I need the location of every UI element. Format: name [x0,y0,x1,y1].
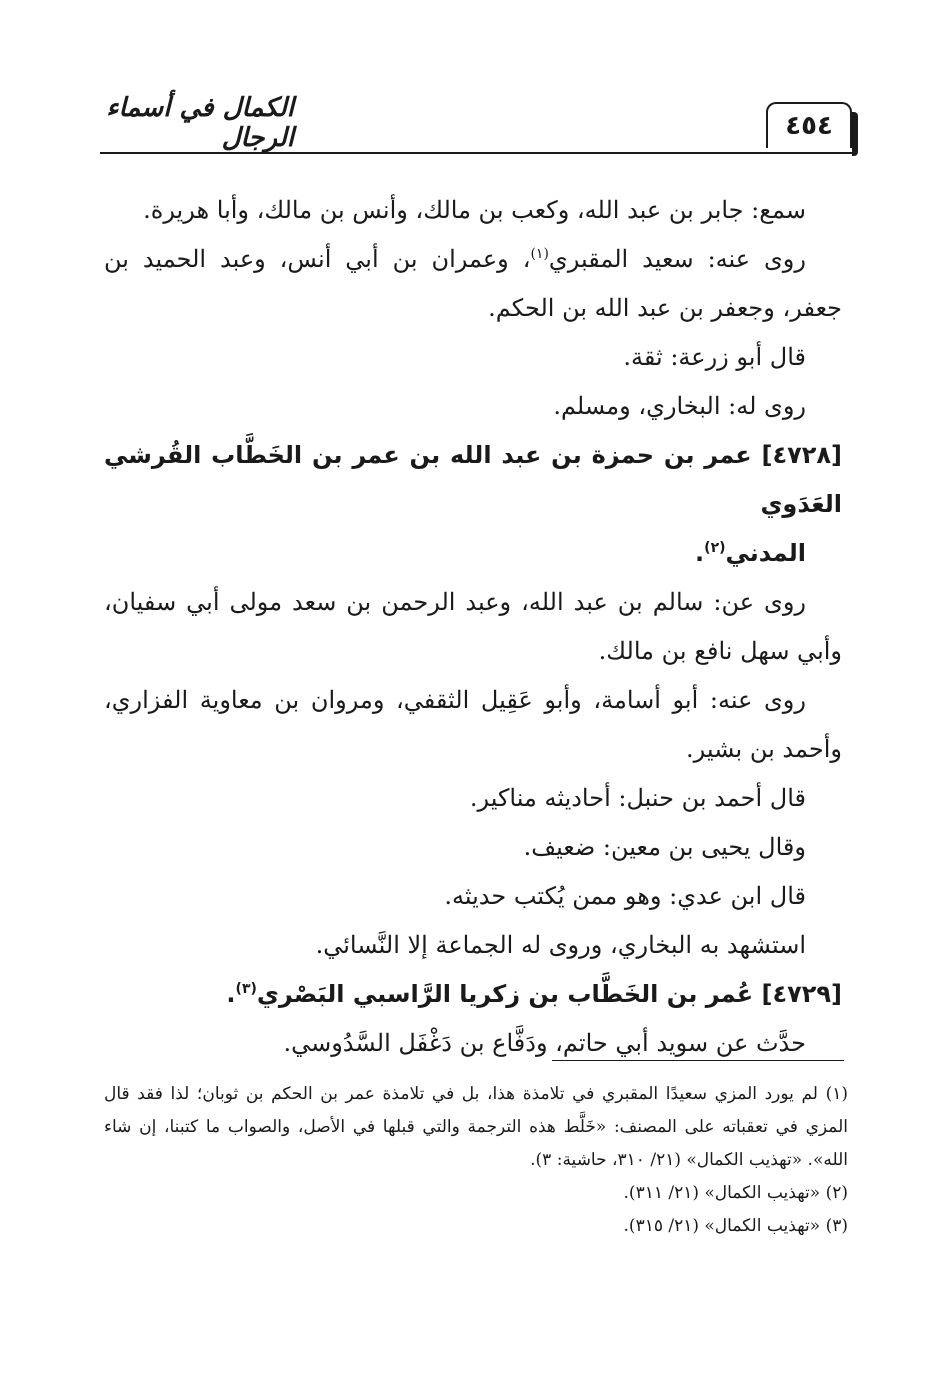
paragraph-ahmad-ibn-hanbal: قال أحمد بن حنبل: أحاديثه مناكير. [469,784,806,812]
paragraph-narrated-from-him-2: روى عنه: أبو أسامة، وأبو عَقِيل الثقفي، ومروان بن معاوية الفزاري، وأحمد بن بشير. [104,686,842,763]
paragraph-narrated-from-him [104,235,842,333]
footnote-1: (١) لم يورد المزي سعيدًا المقبري في تلامذة هذا، بل في تلامذة عمر بن الحكم بن ثوبان؛ لذا فقد قال المزي في تعقباته على المصنف: «خَلَّط هذه الترجمة والتي قبلها في الأصل، والصواب ما كتبنا، إن شاء الله». «تهذيب الكمال» (٢١/ ٣١٠، حاشية: ٣). [104,1084,848,1170]
footnote-separator [552,1060,844,1061]
paragraph-abu-zura: قال أبو زرعة: ثقة. [623,343,806,371]
footnote-3: (٣) «تهذيب الكمال» (٢١/ ٣١٥). [623,1216,848,1236]
text-span: . [695,539,705,567]
entry-heading-continuation [104,529,842,578]
entry-heading-4728 [104,431,842,578]
entry-heading-text: [٤٧٢٨] عمر بن حمزة بن عبد الله بن عمر بن الخَطَّاب القُرشي العَدَوي [104,441,842,518]
paragraph-yahya-ibn-main: وقال يحيى بن معين: ضعيف. [523,833,806,861]
text-span: المدني [725,539,806,567]
text-span: ، وعمران بن أبي أنس، وعبد الحميد بن جعفر، وجعفر بن عبد الله بن الحكم. [104,245,842,322]
book-title-logo: الكمال في أسماء الرجال [106,93,294,153]
paragraph-heard-from: سمع: جابر بن عبد الله، وكعب بن مالك، وأنس بن مالك، وأبا هريرة. [143,196,806,224]
paragraph-bukhari-cited: استشهد به البخاري، وروى له الجماعة إلا النَّسائي. [315,931,806,959]
page-number: ٤٥٤ [766,102,852,148]
footnote-ref-3: (٣) [235,981,257,997]
footnote-ref-1: (١) [530,246,549,262]
footnote-ref-2: (٢) [704,540,726,556]
paragraph-ibn-adi: قال ابن عدي: وهو ممن يُكتب حديثه. [444,882,806,910]
header-rule [100,152,852,154]
footnotes [104,1078,848,1243]
paragraph-narrated-from: روى عن: سالم بن عبد الله، وعبد الرحمن بن سعد مولى أبي سفيان، وأبي سهل نافع بن مالك. [104,588,842,665]
entry-heading-4729 [104,970,842,1019]
paragraph-narrated-from-suwaid: حدَّث عن سويد أبي حاتم، ودَفَّاع بن دَغْفَل السَّدُوسي. [283,1029,806,1057]
paragraph-narrated-by: روى له: البخاري، ومسلم. [553,392,806,420]
text-span: . [226,980,236,1008]
footnote-2: (٢) «تهذيب الكمال» (٢١/ ٣١١). [623,1183,848,1203]
page-header [100,93,852,156]
text-span: روى عنه: سعيد المقبري [548,245,806,273]
main-text [104,186,842,1068]
entry-heading-text: [٤٧٢٩] عُمر بن الخَطَّاب بن زكريا الرَّاسبي البَصْري [256,980,842,1008]
